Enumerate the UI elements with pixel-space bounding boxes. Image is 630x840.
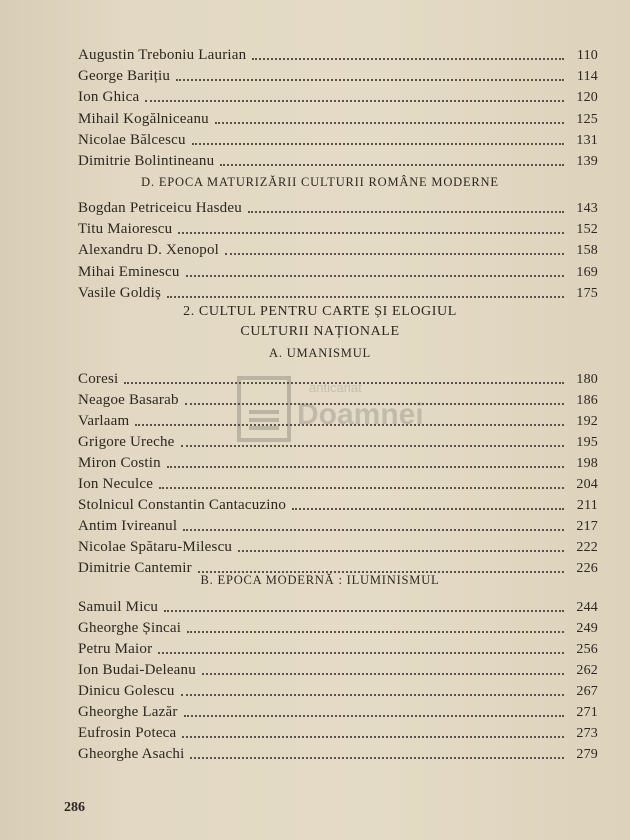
toc-entry <box>78 701 598 721</box>
dot-leader <box>167 286 564 298</box>
dot-leader <box>164 600 564 612</box>
toc-entry-page: 152 <box>576 222 598 238</box>
toc-entry-title: Varlaam <box>78 413 130 429</box>
toc-entry-page: 279 <box>576 747 598 762</box>
toc-entry-title: Dimitrie Bolintineanu <box>78 153 215 169</box>
toc-entry-page: 143 <box>576 201 598 216</box>
toc-entry-title: Antim Ivireanul <box>78 518 178 534</box>
dot-leader <box>187 621 564 633</box>
toc-entry <box>78 44 598 64</box>
toc-entry-title: Nicolae Bălcescu <box>78 131 186 148</box>
toc-entry-page: 256 <box>576 642 598 657</box>
toc-entry <box>78 722 598 742</box>
toc-entry-page: 244 <box>576 600 598 615</box>
toc-entry-title: Grigore Ureche <box>78 434 175 450</box>
toc-entry-title: Vasile Goldiș <box>78 284 162 301</box>
toc-entry <box>78 743 598 763</box>
toc-entry-page: 125 <box>576 111 598 127</box>
toc-entry <box>78 197 598 217</box>
toc-entry <box>78 452 598 472</box>
dot-leader <box>158 642 564 654</box>
toc-entry <box>78 108 598 128</box>
section-heading-2-line1: 2. CULTUL PENTRU CARTE ȘI ELOGIUL <box>183 304 457 319</box>
toc-entry-title: Neagoe Basarab <box>78 392 179 408</box>
dot-leader <box>159 477 564 489</box>
toc-entry-page: 139 <box>576 154 598 169</box>
dot-leader <box>292 498 564 510</box>
toc-entry-page: 226 <box>576 561 598 576</box>
toc-entry-title: Nicolae Spătaru-Milescu <box>78 539 233 555</box>
toc-entry-page: 273 <box>576 726 598 741</box>
toc-entry <box>78 617 598 637</box>
dot-leader <box>181 684 564 696</box>
toc-entry-page: 131 <box>576 132 598 148</box>
toc-entry-title: Ion Ghica <box>78 89 140 106</box>
toc-entry-title: George Barițiu <box>78 68 171 85</box>
dot-leader <box>178 222 564 234</box>
toc-entry-page: 120 <box>576 90 598 106</box>
toc-entry-title: Miron Costin <box>78 455 161 471</box>
toc-entry-page: 222 <box>576 540 598 555</box>
toc-entry-page: 217 <box>576 519 598 534</box>
toc-entry-title: Mihail Kogălniceanu <box>78 110 209 127</box>
toc-entry-title: Mihai Eminescu <box>78 263 180 280</box>
toc-entry <box>78 638 598 658</box>
dot-leader <box>225 243 564 255</box>
toc-entry <box>78 494 598 514</box>
toc-entry <box>78 596 598 616</box>
dot-leader <box>192 133 564 145</box>
toc-entry-page: 262 <box>576 663 598 678</box>
toc-entry-title: Ion Neculce <box>78 476 154 492</box>
toc-entry <box>78 218 598 238</box>
toc-entry <box>78 261 598 281</box>
toc-entry-title: Alexandru D. Xenopol <box>78 242 220 259</box>
toc-entry-page: 249 <box>576 621 598 636</box>
toc-entry <box>78 680 598 700</box>
toc-entry-title: Petru Maior <box>78 641 153 657</box>
dot-leader <box>183 519 564 531</box>
toc-entry <box>78 659 598 679</box>
section-heading-a: A. UMANISMUL <box>269 346 371 360</box>
toc-entry-page: 158 <box>576 243 598 259</box>
dot-leader <box>186 265 564 277</box>
toc-entry <box>78 239 598 259</box>
toc-entry-title: Gheorghe Șincai <box>78 620 182 636</box>
toc-entry-title: Stolnicul Constantin Cantacuzino <box>78 497 287 513</box>
dot-leader <box>252 48 564 60</box>
toc-entry-title: Augustin Treboniu Laurian <box>78 47 247 63</box>
watermark-line1: anticariat <box>309 380 362 395</box>
toc-entry-page: 180 <box>576 372 598 387</box>
section-heading-2-line2: CULTURII NAȚIONALE <box>240 324 400 339</box>
toc-entry-title: Samuil Micu <box>78 599 159 615</box>
dot-leader <box>167 456 564 468</box>
section-heading-d: D. EPOCA MATURIZĂRII CULTURII ROMÂNE MODERNE <box>141 175 499 189</box>
toc-entry-page: 267 <box>576 684 598 699</box>
toc-entry-page: 186 <box>576 393 598 408</box>
toc-entry-page: 211 <box>576 498 598 513</box>
dot-leader <box>220 154 564 166</box>
toc-entry-page: 192 <box>576 414 598 429</box>
toc-entry <box>78 282 598 302</box>
toc-entry-title: Gheorghe Lazăr <box>78 704 178 720</box>
dot-leader <box>190 747 564 759</box>
book-stamp-icon <box>235 370 295 450</box>
toc-entry-page: 195 <box>576 435 598 450</box>
dot-leader <box>248 201 564 213</box>
page-number: 286 <box>64 800 85 815</box>
toc-entry-page: 198 <box>576 456 598 471</box>
toc-entry-title: Bogdan Petriceicu Hasdeu <box>78 200 242 216</box>
toc-entry-title: Dimitrie Cantemir <box>78 560 192 576</box>
toc-entry <box>78 129 598 149</box>
watermark-logo <box>235 370 435 450</box>
dot-leader <box>184 705 564 717</box>
dot-leader <box>182 726 564 738</box>
toc-entry-title: Ion Budai-Deleanu <box>78 662 196 678</box>
toc-entry-page: 204 <box>576 477 598 492</box>
toc-entry-page: 175 <box>576 285 598 301</box>
toc-entry <box>78 536 598 556</box>
dot-leader <box>238 540 564 552</box>
toc-entry-title: Eufrosin Poteca <box>78 725 177 741</box>
section-heading-b: B. EPOCA MODERNĂ : ILUMINISMUL <box>200 573 440 587</box>
toc-entry <box>78 515 598 535</box>
toc-entry <box>78 65 598 85</box>
toc-entry-page: 169 <box>576 264 598 280</box>
toc-entry <box>78 86 598 106</box>
toc-entry-page: 271 <box>576 705 598 720</box>
toc-entry-title: Titu Maiorescu <box>78 221 173 238</box>
dot-leader <box>145 90 564 102</box>
toc-entry <box>78 473 598 493</box>
dot-leader <box>198 561 564 573</box>
toc-entry <box>78 557 598 577</box>
dot-leader <box>202 663 564 675</box>
dot-leader <box>215 112 564 124</box>
dot-leader <box>176 69 564 81</box>
toc-entry-title: Dinicu Golescu <box>78 683 175 699</box>
toc-entry-title: Coresi <box>78 371 119 387</box>
toc-entry-page: 110 <box>576 48 598 63</box>
watermark-line2: Doamnei <box>297 398 424 431</box>
toc-entry <box>78 150 598 170</box>
toc-entry-page: 114 <box>576 69 598 85</box>
toc-entry-title: Gheorghe Asachi <box>78 746 185 762</box>
